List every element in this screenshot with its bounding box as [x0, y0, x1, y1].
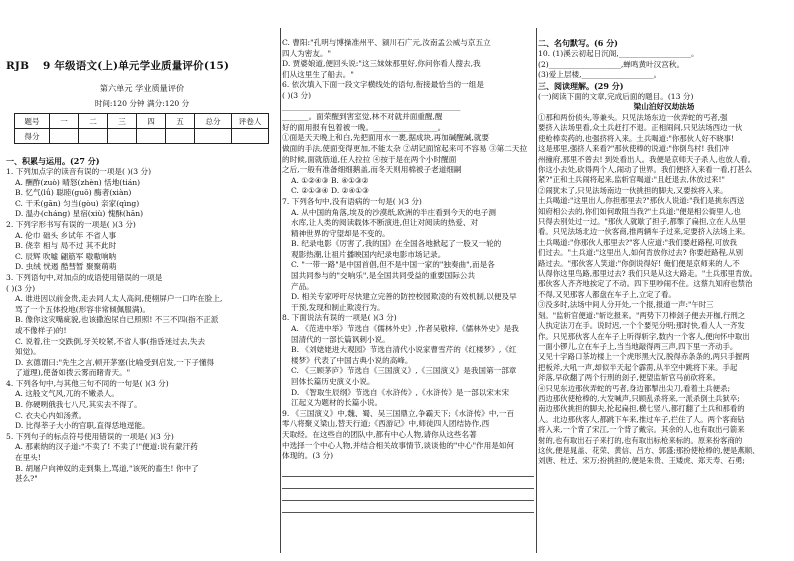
question-line: 二、名句默写。(6 分)	[538, 38, 618, 48]
score-cell[interactable]	[195, 129, 232, 144]
passage-line: 一面小锣儿,立在车子上,当当地敲得两三声,四下里一齐动手。	[538, 341, 738, 351]
question-line: 8. 下面说法有误的一项是( )(3 分)	[282, 313, 397, 323]
question-line: 中选择一个中心人物,并结合相关故事情节,谈谈他的"中心"作用是如何	[282, 440, 515, 450]
score-cell[interactable]	[232, 129, 269, 144]
question-line: 做面的手法,使面变得更加,不能太杂 ②胡记面馆起来可不容易 ③第二天拉	[282, 143, 528, 153]
question-line: 10. (1)溪云初起日沉阁,___________________。	[538, 49, 699, 58]
question-line: 6. 依次填入下面一段文字横线处的语句,衔接最恰当的一组是	[282, 80, 484, 90]
question-line: 知觉)。	[15, 347, 41, 357]
question-line: B. 像你这灾嘴疵貌,也该撒泡尿自已照照! 不三不四(指不正派	[15, 315, 219, 325]
question-line: 7. 下列各句中,没有语病的一句是( )(3 分)	[282, 196, 422, 206]
question-line: 楼梦》代表了中国古典小说的高峰。	[291, 355, 413, 365]
score-header-cell: 四	[137, 114, 166, 129]
question-line: ( )(3 分)	[6, 283, 36, 293]
passage-line: ③没多时,法场中间人分开处,一个报,报道一声:"午时三	[538, 300, 714, 310]
question-line: 5. 下列句子的标点符号使用错误的一项是( )(3 分)	[6, 431, 174, 441]
question-line: C. 曹阳:"孔明与博操准州平、颍川石广元,汝南孟公威与京五立	[282, 38, 491, 47]
question-line: 体现的。(3 分)	[282, 451, 334, 461]
question-line: ①面是天天晚上和白,先把面用水一裹,据成块,再加碱醒碱,就要	[282, 133, 490, 143]
passage-line: 作。只见那伙客人在车子上听得斩字,数内一个客人,便向怀中取出	[538, 331, 750, 341]
score-cell[interactable]	[50, 129, 79, 144]
question-line: 一、积累与运用。(27 分)	[6, 156, 100, 166]
question-line: 在里头!	[15, 453, 41, 463]
passage-line: ②闹犹未了,只见法场南边一伙挑担的脚夫,又要挨将入来。	[538, 185, 728, 195]
score-cell[interactable]	[79, 129, 108, 144]
question-line: 江起义为题材的长篇小说。	[291, 398, 383, 408]
question-line: A. 从中国的角落,埃及的沙漠纸,欧洲的半庄看到今天的电子测	[291, 207, 496, 217]
passage-line: 刘唐、杜迁、宋万;扮挑担的,便是朱贵、王矮虎、郑天寿、石勇;	[538, 456, 745, 466]
question-line: B. 你硬咧俄我七八尺,其实去不得了。	[15, 400, 142, 410]
question-line: C. 《三顾茅庐》节选自《三国演义》,《三国演义》是我国第一部章	[291, 366, 517, 376]
unit-label: 第六单元 学业质量评价	[99, 83, 185, 93]
question-line: 梁山泊好汉劫法场	[633, 102, 695, 112]
passage-line: 刻。"监斩官便道:"斩讫报来。"两势下刀棒刽子便去开枷,行刑之	[538, 310, 746, 320]
question-line: 之后,一般有准备细细鹅盖,而冬天则用棉被子老道细嗣	[282, 165, 462, 175]
passage-line: 南边那伙挑担的脚夫,抡起扁担,横七竖八,都打翻了土兵和那看的	[538, 404, 745, 414]
passage-line: 使枪棒卖药的,也强挤将入来。土兵喝道:"你那伙人好不晓事!	[538, 133, 734, 143]
question-line: 回体长篇历史演义小说。	[291, 377, 375, 386]
question-line: 天取经。在这些自的团队中,都有中心人物,请你从这些名著	[282, 429, 477, 439]
reading-passage	[538, 113, 790, 467]
exam-title	[6, 58, 278, 73]
passage-line: 那伙客人齐齐地挨定了不动。四下里吵闹不住。这蔡九知府也禁治	[538, 279, 753, 289]
question-line: 2. 下列字形书写有误的一项是( )(3 分)	[6, 219, 136, 229]
question-line: A. 酬酢(zuò) 晴怒(zhèn) 恬地(tián)	[15, 177, 141, 187]
passage-line: 把板斧,大吼一声,却似半天起个霹雳,从半空中跳将下来。手起	[538, 362, 738, 372]
question-line: A. 伦巾 础头 乡试年 不省人事	[15, 230, 117, 240]
question-line: C. 衣夫心内如汤煮。	[15, 410, 87, 420]
question-line: 好的面用报有包着被一晚。_________________。	[282, 122, 446, 132]
question-line: (3)爱上层楼,___________________。	[538, 70, 662, 80]
question-line: C. ②①③④ D. ②④①③	[291, 186, 369, 196]
question-line: ( )(3 分)	[282, 90, 312, 100]
question-line: 精神世界的守望却是不变的。	[291, 228, 390, 238]
score-table-score-row	[15, 129, 269, 144]
passage-line: 只得去别处过一过。"那伙人就歇了担子,都掣了扁担,立在人丛里	[538, 217, 746, 227]
column-divider	[536, 28, 537, 553]
score-cell[interactable]	[108, 129, 137, 144]
score-table	[14, 113, 269, 144]
column-divider	[280, 28, 281, 553]
question-line: 骂了一个五体投地(形容非常倾佩服满)。	[15, 304, 151, 314]
passage-line: 土兵喝道:"这里出人,你担那里去?"那伙人说道:"我们是挑东西送	[538, 196, 745, 206]
score-cell[interactable]	[166, 129, 195, 144]
exam-title-text: 9 年级语文(上)单元学业质量评价(15)	[43, 60, 230, 72]
edition-tag: RJB	[6, 60, 30, 72]
question-line: 4. 下列各句中,与其他三句不同的一句是( )(3 分)	[6, 378, 169, 388]
question-line: 观影热潮,让祖片播映国内纪录电影市场记录。	[291, 249, 446, 259]
question-line: B. 胡屠户向神奴的走到集上,骂道,"该死的畜生! 你中了	[15, 463, 199, 473]
question-line: 国清代的一部长篇讽刺小说。	[291, 334, 390, 344]
passage-line: 认得你这里鸟路,那里过去? 我们只是从这大路走。"土兵那里肯放。	[538, 269, 758, 279]
question-line: 干预,发现和制止欺凌行为。	[291, 302, 385, 312]
passage-line: 土兵喝道:"你那伙人那里去?"客人应道:"我们要赶路程,可放我	[538, 237, 737, 247]
passage-line: 将入来,一个背了宋江,一个背了戴宗。其余的人,也有取出弓箭来	[538, 425, 745, 435]
question-line: D. 虫绒 恍遏 酷彗暂 聚聚萌萌	[15, 262, 117, 272]
question-line: 9. 《三国演义》中,魏、蜀、吴三国鼎立,争霸天下;《水浒传》中,一百	[282, 408, 515, 418]
question-line: 三、阅读理解。(29 分)	[538, 80, 624, 91]
question-line: 了道理),使备如拨云雾而睹青天。"	[15, 368, 131, 378]
question-line: D. 相关专家呼吁尽快建立完善的防控校园欺凌的有效机制,以便及早	[291, 292, 517, 302]
passage-line: 紧?"正和土兵闹将起来,监斩官喝道:"且赶退去,休放过来!"	[538, 175, 725, 185]
question-line: B. 纪录电影《厉害了,我的国》在全国各地掀起了一股又一轮的	[291, 239, 502, 249]
score-header-cell: 一	[50, 114, 79, 129]
question-line: A. 这般文气风,兀的不嫩杀人。	[15, 389, 119, 399]
question-list-left	[6, 156, 278, 485]
question-line: A. 那素纳的汉子道:"不卖了! 不卖了!"便道:说有蒙汗药	[15, 442, 198, 452]
question-line: 产品。	[291, 281, 314, 291]
passage-line: 不得,又见那客人都盘在车子上,立定了看。	[538, 289, 676, 299]
passage-line: 人执定法刀在手。说时迟,一个个要见分明;那时快,看人人一齐发	[538, 321, 745, 331]
time-score-label: 时间:120 分钟 满分:120 分	[94, 99, 190, 108]
question-line: D. 《智取生辰纲》节选自《水浒传》,《水浒传》是一部以宋末宋	[291, 387, 510, 397]
question-line: A. 谁进因以前金贵,走去同人太人高间,使栩屏户一口咋在脸上,	[15, 294, 223, 304]
passage-line: 们过去。"土兵道:"这里出人,如何肯放你过去? 你要赶路程,从别	[538, 248, 744, 258]
score-row-label: 得分	[15, 129, 50, 144]
passage-line: 西边那伙使枪棒的,大发喊声,只顾乱杀将来,一派杀倒土兵狱卒;	[538, 393, 740, 403]
question-line: (2)___________________,蝉鸣黄叶汉宫秋。	[538, 59, 685, 69]
question-line: C. "一带一路"是中国首倡,但不是中国一家的"独奏曲",而是各	[291, 260, 495, 270]
passage-line: 知府相公去的,你们如何敢阻当我?"土兵道:"便是相公衙里人,也	[538, 206, 741, 216]
score-cell[interactable]	[137, 129, 166, 144]
question-line: C. 说着,往一交跌倒,牙关咬紧,不省人事(指昏迷过去,失去	[15, 336, 206, 346]
question-line: 或不像样子)的!	[15, 325, 67, 335]
question-line: 1. 下列加点字的读音有误的一项是( )(3 分)	[6, 167, 152, 176]
passage-line: 又见十字路口茶坊楼上一个虎形黑大汉,脱得赤条条的,两只手握两	[538, 352, 750, 362]
question-line: _______________________________________________	[282, 101, 461, 111]
column-right	[538, 0, 790, 561]
question-line: _______。面荣醒到害室觉,林不对就并面重醒,醒	[282, 112, 443, 122]
column-middle	[282, 0, 534, 561]
passage-line: 射的,也有取出石子来打的,也有取出标枪来标的。原来扮客商的	[538, 435, 743, 445]
question-line: A. ①②④③ B. ④①③②	[291, 175, 369, 185]
question-line: D. 贾婆娘道,便回头说:"这三妹妹那里好,你问你看人搜去,我	[282, 59, 481, 69]
question-line: 甚么?"	[15, 474, 38, 484]
score-header-cell: 总分	[195, 114, 232, 129]
question-line: C. 干禾(gān) 匀当(gòu) 亲家(qìng)	[15, 198, 140, 208]
question-line: A. 《范进中举》节选自《儒林外史》,作者吴敬梓,《儒林外史》是我	[291, 324, 519, 334]
question-line: 零八将聚义梁山,替天行道;《西游记》中,师徒四人团结协作,西	[282, 419, 490, 429]
question-line: (一)阅读下面的文章,完成后面的题目。(13 分)	[538, 91, 694, 101]
question-line: 的时候,面就筋道,任人拉拉 ④按于是在两个小时醒面	[282, 154, 457, 164]
score-header-cell: 评卷人	[232, 114, 269, 129]
answer-lines[interactable]	[282, 465, 534, 513]
column-left	[6, 0, 278, 561]
question-line: B. 《刘姥姥进大观园》节选自清代小说家曹雪芹的《红楼梦》,《红	[291, 345, 517, 355]
question-line: 3. 下列语句中,对加点的成语使用错误的一项是	[6, 272, 163, 282]
passage-line: 路过去。"那伙客人笑道:"你倒说得好! 俺们便是京师来的人,不	[538, 258, 740, 268]
question-line: D. 比得莘子大小的官职,直得恁地逞能。	[15, 421, 150, 431]
question-line: 们从这里生了船去。"	[282, 69, 354, 79]
question-line: 国共同参与的"交响乐",是全国共同受益的重要国际公共	[291, 271, 476, 281]
passage-line: 人。北边那伙客人,都跳下车来,推过车子,拦住了人。两个客商钻	[538, 414, 745, 424]
passage-line: 这是那里,强挤人来看?"那伙使棒的说道:"你倒鸟村! 我们冲	[538, 144, 729, 154]
question-list-middle	[282, 38, 534, 462]
question-line: B. 侥幸 相与 局不过 其不此时	[15, 241, 117, 251]
question-line: C. 辰辉 吹噓 翩筋军 嗷嗷响呐	[15, 251, 117, 261]
score-header-cell: 二	[79, 114, 108, 129]
passage-line: 要挤入法场里看,众土兵赶打不退。正相闹间,只见法场西边一伙	[538, 123, 743, 133]
score-header-cell: 题号	[15, 114, 50, 129]
question-list-right	[538, 38, 790, 113]
question-line: D. 玄德谓曰:"先生之言,顿开茅塞(比喻受到启发,一下子懂得	[15, 357, 215, 367]
passage-line: ④只见东边那伙弄蛇的丐者,身边都掣出尖刀,看着土兵便杀;	[538, 383, 730, 393]
passage-line: ①那和两份侦头,等兼头。只见法场东边一伙弄蛇的丐者,强	[538, 112, 728, 122]
passage-line: 州撞府,那里不曾去! 到处看出人。我便是京师天子杀人,也放人看。	[538, 154, 755, 164]
score-table-header-row	[15, 114, 269, 129]
question-line: D. 温办(cháng) 星宿(xiù) 愧酥(hān)	[15, 209, 144, 219]
passage-line: 这伙,便是晁盖、花荣、黄信、吕方、郭盛;那扮使枪棒的,便是燕顺、	[538, 445, 760, 455]
passage-line: 看。只见法场北边一伙客商,推两辆车子过来,定要挤入法场上来。	[538, 227, 750, 237]
question-line: 水库,让人类的阅读载体不断演进,但让对阅读的热爱、对	[291, 218, 479, 228]
passage-line: 斧落,早砍翻了两个行刑的刽子,便望监斩官马前砍将来。	[538, 373, 721, 383]
question-line: 四人为密友。"	[282, 48, 332, 58]
question-line: B. 忆气(lǘ) 聪睦(guǒ) 酶者(xiàn)	[15, 188, 132, 198]
score-header-cell: 五	[166, 114, 195, 129]
passage-line: 你这小去处,砍得两个人,闹动了世界。我们便挤入来看一看,打甚么	[538, 165, 752, 174]
score-header-cell: 三	[108, 114, 137, 129]
